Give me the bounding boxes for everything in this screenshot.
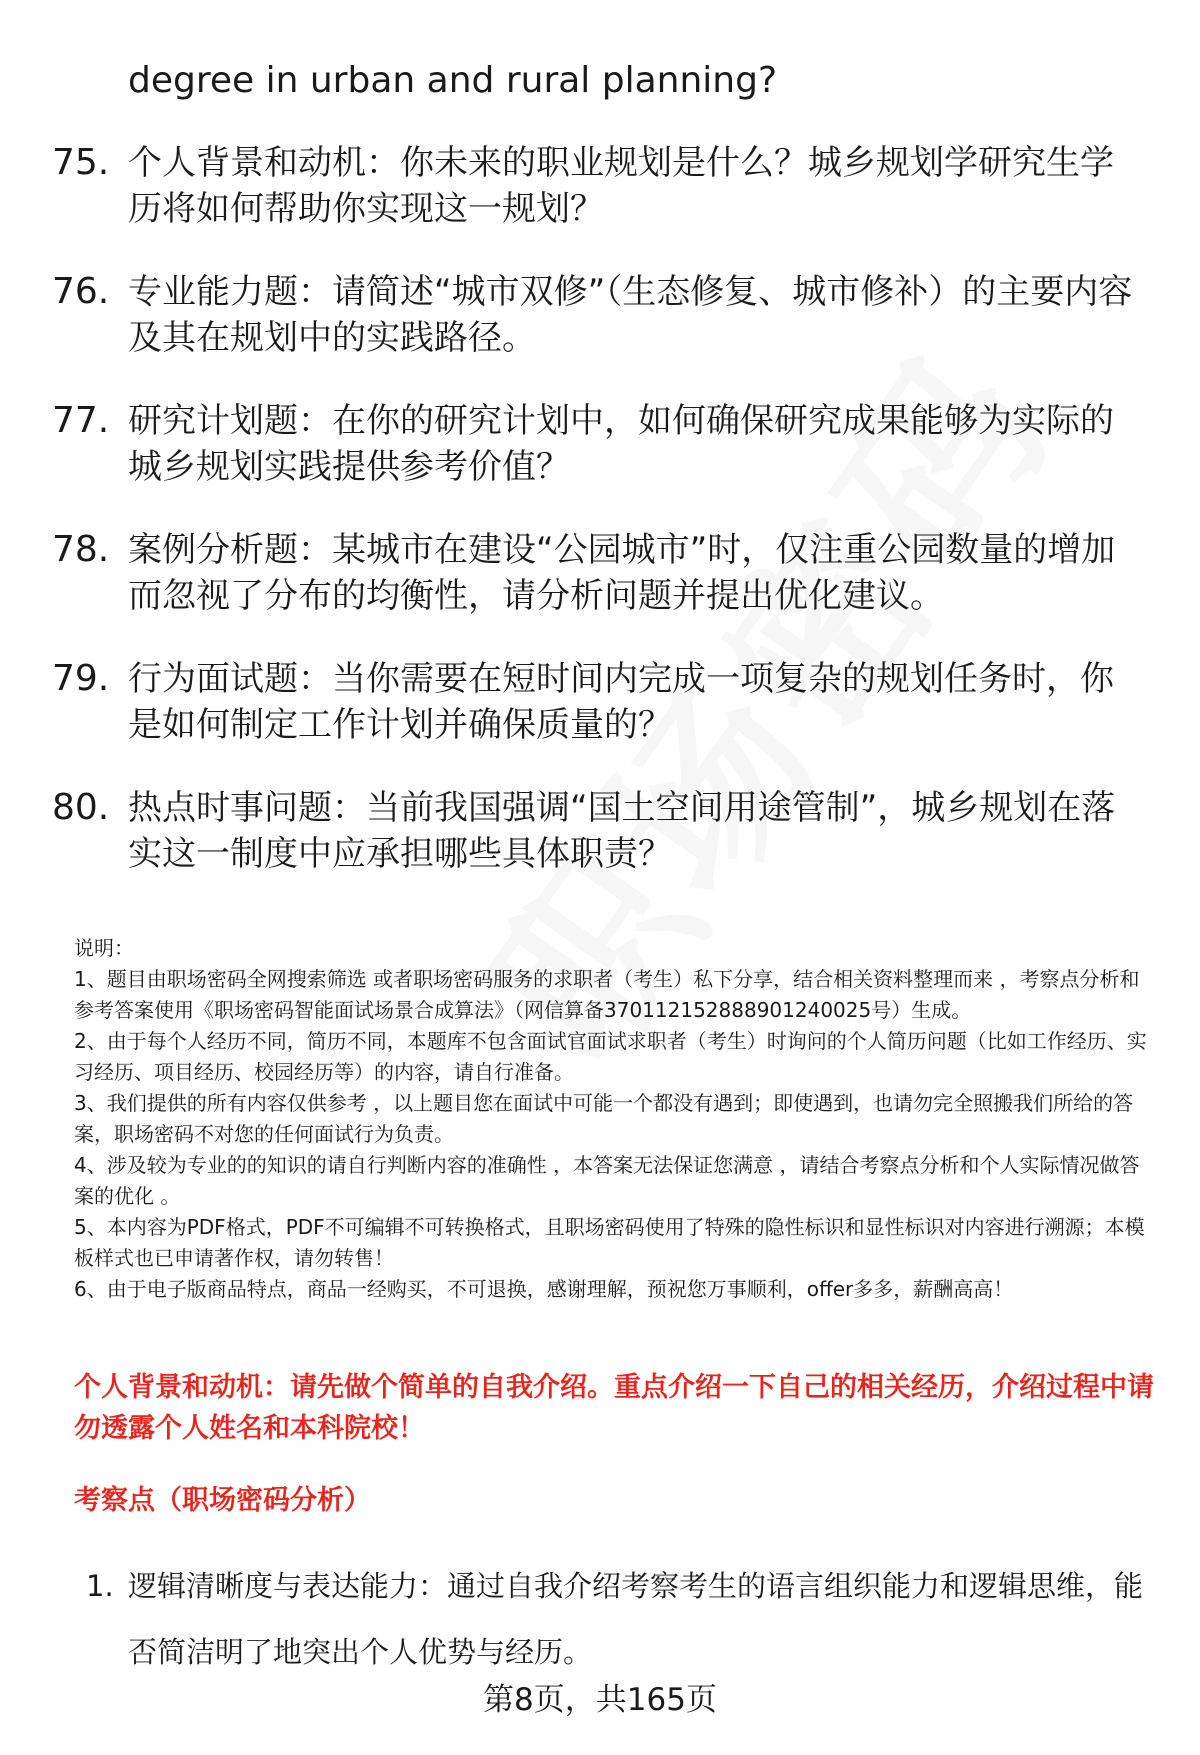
- question-item: [52, 656, 1152, 748]
- point-number: 1.: [86, 1569, 114, 1603]
- page-number: 第8页，共165页: [483, 1682, 717, 1718]
- note-item: 4、涉及较为专业的的知识的请自行判断内容的准确性 ，本答案无法保证您满意 ，请结合考察点分析和个人实际情况做答案的优化 。: [74, 1153, 1140, 1208]
- question-text: 行为面试题：当你需要在短时间内完成一项复杂的规划任务时，你是如何制定工作计划并确保质量的？: [128, 659, 1114, 745]
- analysis-heading: 考察点（职场密码分析）: [74, 1485, 371, 1516]
- question-number: 80.: [52, 787, 110, 828]
- question-number: 79.: [52, 658, 110, 699]
- question-text: 个人背景和动机：你未来的职业规划是什么？城乡规划学研究生学历将如何帮助你实现这一规划？: [128, 143, 1114, 229]
- question-number: 76.: [52, 271, 110, 312]
- question-text: 热点时事问题：当前我国强调“国土空间用途管制”，城乡规划在落实这一制度中应承担哪些具体职责？: [128, 788, 1116, 874]
- point-text: 逻辑清晰度与表达能力：通过自我介绍考察考生的语言组织能力和逻辑思维，能否简洁明了地突出个人优势与经历。: [128, 1569, 1144, 1669]
- question-item: [52, 140, 1152, 232]
- notes-title: 说明：: [74, 936, 134, 960]
- notes-section: [74, 933, 1154, 1305]
- continued-question-line: degree in urban and rural planning?: [128, 60, 778, 101]
- note-item: 5、本内容为PDF格式，PDF不可编辑不可转换格式，且职场密码使用了特殊的隐性标识和显性标识对内容进行溯源；本模板样式也已申请著作权，请勿转售！: [74, 1215, 1145, 1270]
- analysis-point: [86, 1553, 1156, 1685]
- note-item: 6、由于电子版商品特点，商品一经购买，不可退换，感谢理解，预祝您万事顺利，offer多多，薪酬高高！: [74, 1277, 1014, 1301]
- question-item: [52, 527, 1152, 619]
- question-number: 75.: [52, 142, 110, 183]
- question-number: 77.: [52, 400, 110, 441]
- question-item: [52, 398, 1152, 490]
- question-text: 专业能力题：请简述“城市双修”（生态修复、城市修补）的主要内容及其在规划中的实践路径。: [128, 272, 1133, 358]
- note-item: 3、我们提供的所有内容仅供参考 ，以上题目您在面试中可能一个都没有遇到；即使遇到，也请勿完全照搬我们所给的答案，职场密码不对您的任何面试行为负责。: [74, 1091, 1134, 1146]
- note-item: 1、题目由职场密码全网搜索筛选 或者职场密码服务的求职者（考生）私下分享，结合相关资料整理而来 ，考察点分析和参考答案使用《职场密码智能面试场景合成算法》（网信算备370112152888901240025号）生成。: [74, 967, 1140, 1022]
- question-list: [52, 140, 1152, 914]
- note-item: 2、由于每个人经历不同，简历不同，本题库不包含面试官面试求职者（考生）时询问的个人简历问题（比如工作经历、实习经历、项目经历、校园经历等）的内容，请自行准备。: [74, 1029, 1147, 1084]
- question-text: 案例分析题：某城市在建设“公园城市”时，仅注重公园数量的增加而忽视了分布的均衡性，请分析问题并提出优化建议。: [128, 530, 1116, 616]
- question-text: 研究计划题：在你的研究计划中，如何确保研究成果能够为实际的城乡规划实践提供参考价值？: [128, 401, 1114, 487]
- question-item: [52, 269, 1152, 361]
- question-heading: 个人背景和动机：请先做个简单的自我介绍。重点介绍一下自己的相关经历，介绍过程中请勿透露个人姓名和本科院校！: [74, 1372, 1154, 1444]
- question-number: 78.: [52, 529, 110, 570]
- question-item: [52, 785, 1152, 877]
